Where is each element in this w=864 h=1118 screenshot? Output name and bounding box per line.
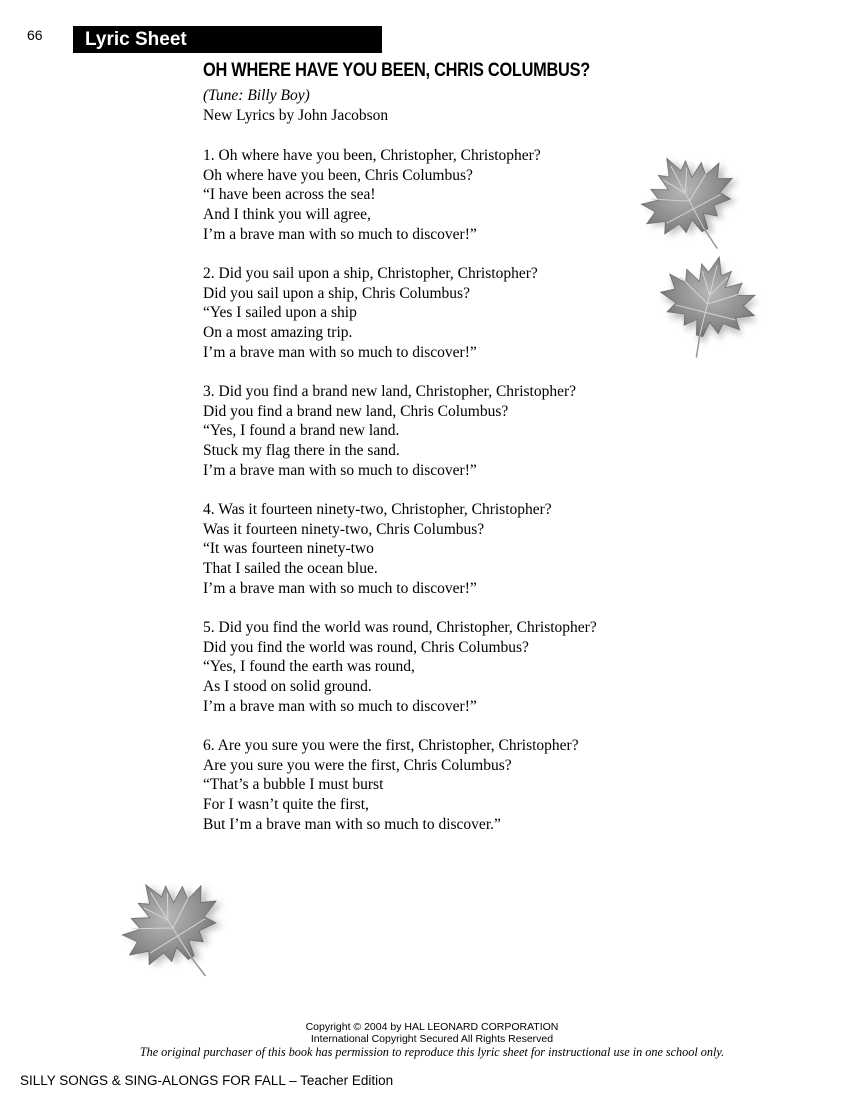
verse-1 <box>203 146 673 245</box>
maple-leaf-icon <box>100 872 248 988</box>
copyright-line-2: International Copyright Secured All Rights Reserved <box>310 1033 554 1045</box>
verse-line: Was it fourteen ninety-two, Chris Columbus? <box>203 520 485 538</box>
verse-line: 1. Oh where have you been, Christopher, Christopher? <box>203 147 541 164</box>
verse-line: I’m a brave man with so much to discover!” <box>203 461 477 479</box>
verse-line: “Yes I sailed upon a ship <box>203 304 357 322</box>
verse-line: But I’m a brave man with so much to discover.” <box>203 815 501 833</box>
verse-line: I’m a brave man with so much to discover!” <box>203 225 477 243</box>
verse-line: For I wasn’t quite the first, <box>203 796 369 814</box>
verse-2 <box>203 264 673 363</box>
verse-line: 3. Did you find a brand new land, Christopher, Christopher? <box>203 383 577 401</box>
verses <box>203 146 673 854</box>
verse-line: That I sailed the ocean blue. <box>203 560 378 578</box>
verse-line: “It was fourteen ninety-two <box>203 540 374 558</box>
verse-line: “That’s a bubble I must burst <box>203 776 384 794</box>
verse-line: I’m a brave man with so much to discover!” <box>203 343 477 361</box>
verse-line: Oh where have you been, Chris Columbus? <box>203 166 473 184</box>
verse-line: As I stood on solid ground. <box>203 678 372 696</box>
verse-4 <box>203 500 673 599</box>
tune-note: (Tune: Billy Boy) <box>203 87 310 104</box>
verse-line: I’m a brave man with so much to discover!” <box>203 579 477 597</box>
maple-leaf-icon <box>652 250 762 362</box>
verse-6 <box>203 736 673 835</box>
lyric-sheet-header: Lyric Sheet <box>73 26 382 53</box>
verse-line: Stuck my flag there in the sand. <box>203 442 400 460</box>
copyright-line-1: Copyright © 2004 by HAL LEONARD CORPORATION <box>305 1021 559 1033</box>
verse-line: 6. Are you sure you were the first, Christopher, Christopher? <box>203 737 579 755</box>
maple-leaf-icon <box>618 148 763 258</box>
verse-line: Did you find a brand new land, Chris Columbus? <box>203 402 509 420</box>
song-title: OH WHERE HAVE YOU BEEN, CHRIS COLUMBUS? <box>203 60 590 81</box>
verse-5 <box>203 618 673 717</box>
verse-line: I’m a brave man with so much to discover!” <box>203 697 477 715</box>
verse-line: Did you find the world was round, Chris Columbus? <box>203 638 529 656</box>
verse-line: 4. Was it fourteen ninety-two, Christopher, Christopher? <box>203 501 552 519</box>
book-footer: SILLY SONGS & SING-ALONGS FOR FALL – Teacher Edition <box>20 1073 394 1088</box>
verse-3 <box>203 382 673 481</box>
verse-line: 5. Did you find the world was round, Christopher, Christopher? <box>203 619 597 637</box>
verse-line: “I have been across the sea! <box>203 186 376 204</box>
verse-line: 2. Did you sail upon a ship, Christopher, Christopher? <box>203 265 538 283</box>
verse-line: Did you sail upon a ship, Chris Columbus? <box>203 284 470 302</box>
permission-notice: The original purchaser of this book has permission to reproduce this lyric sheet for instructional use in one school only. <box>139 1045 725 1059</box>
verse-line: Are you sure you were the first, Chris Columbus? <box>203 756 512 774</box>
page-number: 66 <box>27 27 43 43</box>
verse-line: And I think you will agree, <box>203 206 371 224</box>
verse-line: “Yes, I found a brand new land. <box>203 422 400 440</box>
verse-line: “Yes, I found the earth was round, <box>203 658 415 676</box>
verse-line: On a most amazing trip. <box>203 324 353 342</box>
lyrics-credit: New Lyrics by John Jacobson <box>203 107 389 124</box>
